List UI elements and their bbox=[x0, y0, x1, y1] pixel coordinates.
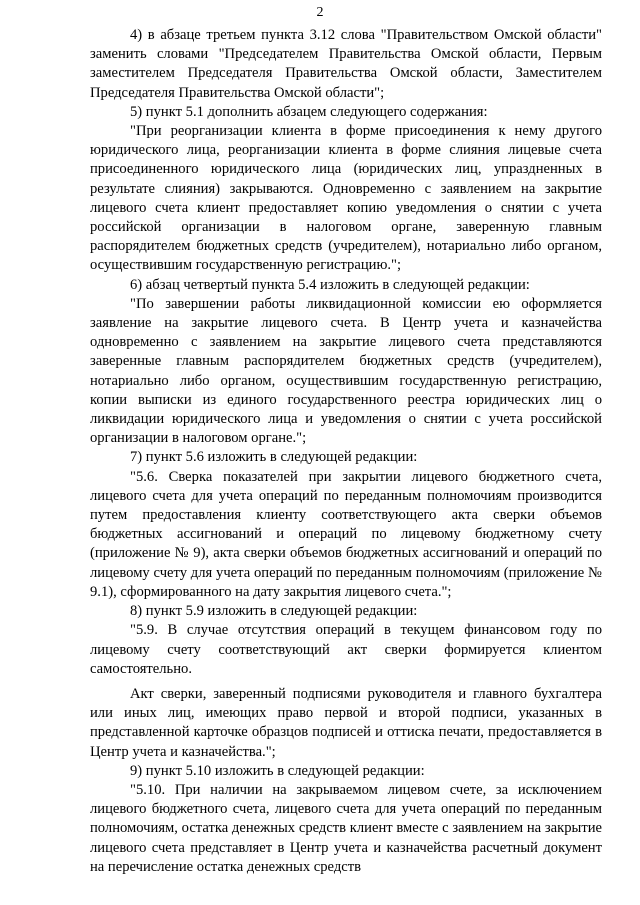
paragraph-quote-5-10: "5.10. При наличии на закрываемом лицевом счете, за исключением лицевого бюджетного счета, лицевого счета для учета операций по переданным полномочиям, остатка денежных средств клиент вместе с заявлением на закрытие лицевого счета представляет в Центр учета и казначейства расчетный документ на перечисление остатка денежных средств bbox=[90, 781, 602, 875]
paragraph-item-7: 7) пункт 5.6 изложить в следующей редакции: bbox=[130, 449, 418, 466]
paragraph-item-6: 6) абзац четвертый пункта 5.4 изложить в следующей редакции: bbox=[130, 276, 530, 293]
paragraph-item-5: 5) пункт 5.1 дополнить абзацем следующего содержания: bbox=[130, 103, 488, 120]
paragraph-item-8: 8) пункт 5.9 изложить в следующей редакции: bbox=[130, 603, 418, 620]
paragraph-quote-5-6: "5.6. Сверка показателей при закрытии лицевого бюджетного счета, лицевого счета для учета операций по переданным полномочиям производится путем предоставления клиенту соответствующего акта сверки объемов бюджетных ассигнований и операций по лицевому бюджетному счету (приложение № 9), акта сверки объемов бюджетных ассигнований и операций по лицевому счету для учета операций по переданным полномочиям (приложение № 9.1), сформированного на дату закрытия лицевого счета."; bbox=[90, 468, 602, 600]
paragraph-quote-5-4: "По завершении работы ликвидационной комиссии ею оформляется заявление на закрытие лицевого счета. В Центр учета и казначейства одновременно с заявлением на закрытие лицевого счета представляются заверенные главным распорядителем бюджетных средств (учредителем), нотариально либо органом, осуществившим государственную регистрацию, копии выписки из единого государственного реестра юридических лиц о ликвидации юридического лица и уведомления о снятии с учета российской организации в налоговом органе."; bbox=[90, 295, 602, 447]
paragraph-item-4: 4) в абзаце третьем пункта 3.12 слова "Правительством Омской области" заменить словами "Председателем Правительства Омской области, Первым заместителем Председателя Правительства Омской области, Заместителем Председателя Правительства Омской области"; bbox=[90, 27, 602, 101]
page-number: 2 bbox=[316, 5, 324, 20]
document-body bbox=[90, 26, 602, 877]
paragraph-quote-5-9: "5.9. В случае отсутствия операций в текущем финансовом году по лицевому счету соответствующий акт сверки формируется клиентом самостоятельно. bbox=[90, 622, 602, 677]
paragraph-act-sverki: Акт сверки, заверенный подписями руководителя и главного бухгалтера или иных лиц, имеющих право первой и второй подписи, указанных в представленной карточке образцов подписей и оттиска печати, предоставляется в Центр учета и казначейства."; bbox=[90, 685, 602, 760]
paragraph-quote-5-1: "При реорганизации клиента в форме присоединения к нему другого юридического лица, реорганизации клиента в форме слияния лицевые счета присоединенного юридического лица (юридических лиц, упраздненных в результате слияния) закрываются. Одновременно с заявлением на закрытие лицевого счета клиент предоставляет копию уведомления о снятии с учета российской организации в налоговом органе, заверенную главным распорядителем бюджетных средств (учредителем), нотариально либо органом, осуществившим государственную регистрацию."; bbox=[90, 123, 602, 274]
paragraph-item-9: 9) пункт 5.10 изложить в следующей редакции: bbox=[130, 762, 425, 779]
